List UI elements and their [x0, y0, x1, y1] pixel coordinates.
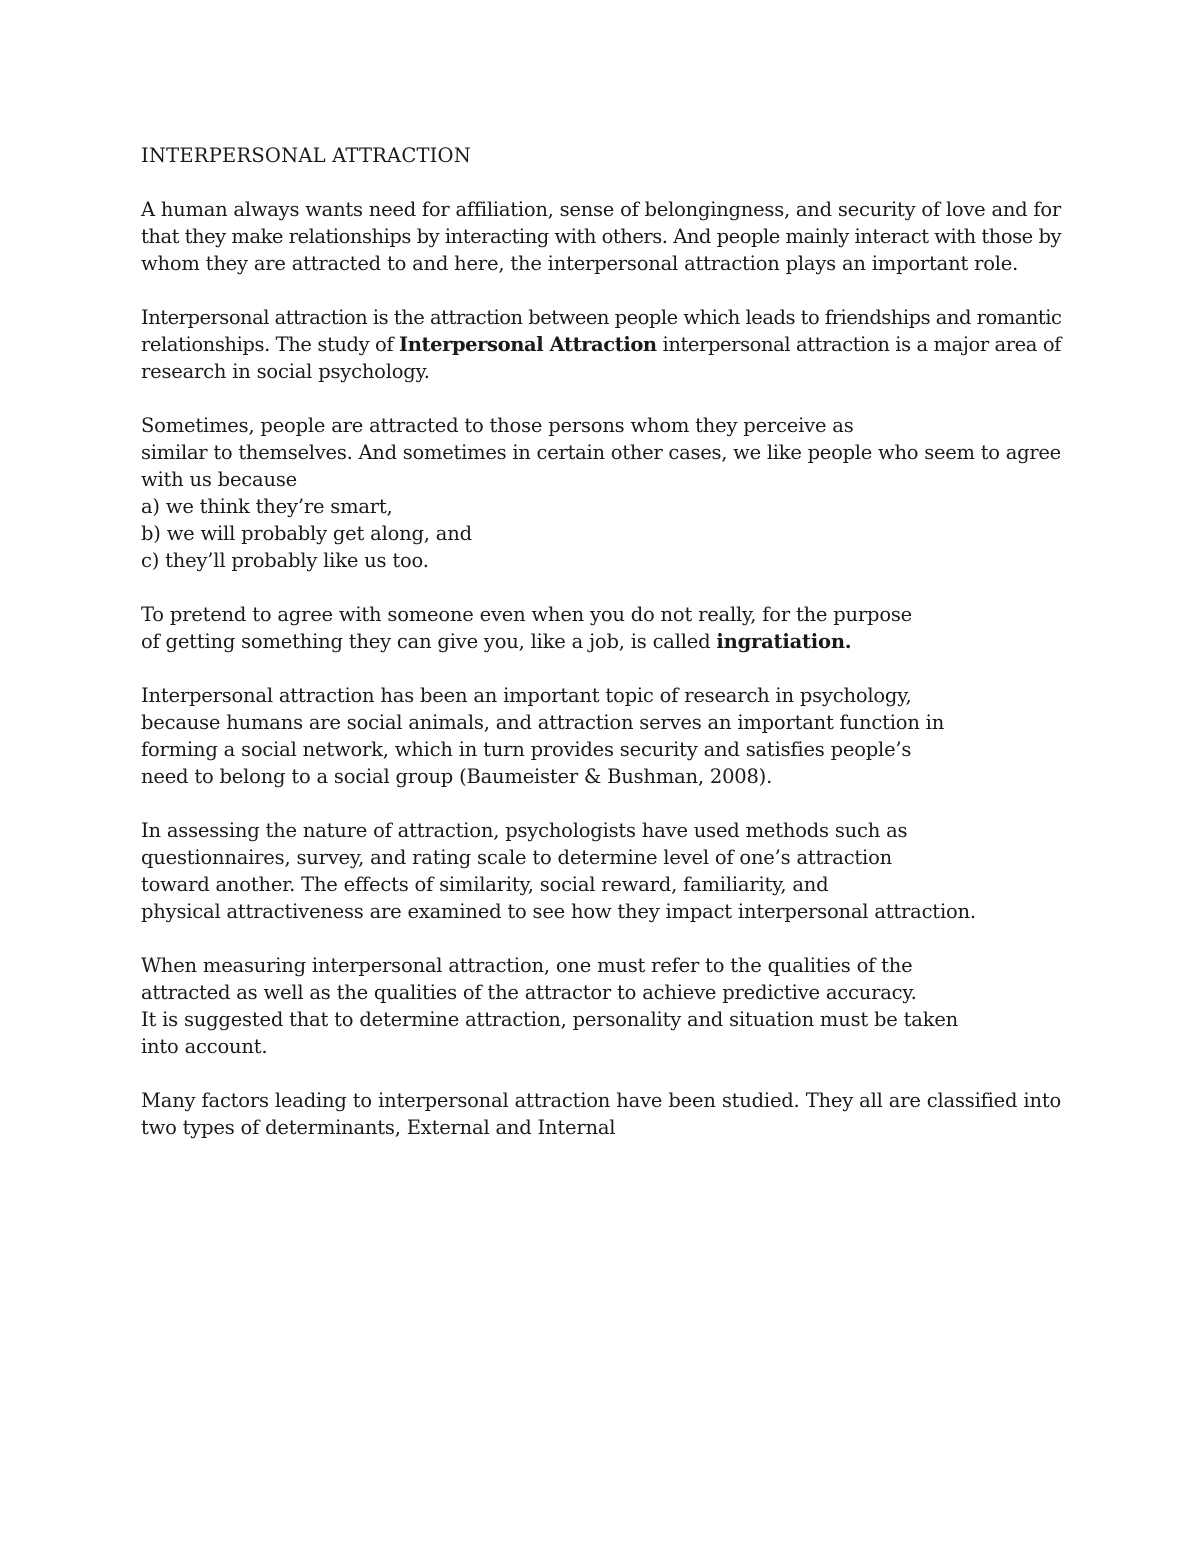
paragraph-line: Many factors leading to interpersonal attraction have been studied. They all are classified into: [141, 1089, 1061, 1112]
paragraph-affiliation: [141, 196, 1061, 277]
paragraph-line: physical attractiveness are examined to see how they impact interpersonal attraction.: [141, 900, 976, 923]
paragraph-line: [141, 331, 1061, 358]
list-item-c: c) they’ll probably like us too.: [141, 549, 429, 572]
paragraph-similarity: [141, 412, 1061, 574]
paragraph-research-topic: [141, 682, 1061, 790]
paragraph-text: interpersonal attraction is a major area of: [656, 333, 1061, 356]
paragraph-determinants: [141, 1087, 1061, 1141]
paragraph-line: need to belong to a social group (Baumeister & Bushman, 2008).: [141, 765, 773, 788]
paragraph-line: A human always wants need for affiliation, sense of belongingness, and security of love and for: [141, 198, 1061, 221]
paragraph-line: toward another. The effects of similarity, social reward, familiarity, and: [141, 873, 829, 896]
paragraph-line: two types of determinants, External and Internal: [141, 1116, 616, 1139]
paragraph-line: into account.: [141, 1035, 268, 1058]
paragraph-line: [141, 628, 1061, 655]
paragraph-line: research in social psychology.: [141, 360, 430, 383]
paragraph-text: of getting something they can give you, like a job, is called: [141, 630, 717, 653]
list-item-b: b) we will probably get along, and: [141, 522, 472, 545]
paragraph-line: Interpersonal attraction is the attraction between people which leads to friendships and romantic: [141, 306, 1062, 329]
document-body: [141, 142, 1061, 1168]
document-title: INTERPERSONAL ATTRACTION: [141, 144, 471, 167]
paragraph-methods: [141, 817, 1061, 925]
paragraph-text: relationships. The study of: [141, 333, 399, 356]
paragraph-ingratiation: [141, 601, 1061, 655]
paragraph-line: whom they are attracted to and here, the interpersonal attraction plays an important role.: [141, 252, 1019, 275]
paragraph-line: because humans are social animals, and attraction serves an important function in: [141, 711, 945, 734]
paragraph-line: similar to themselves. And sometimes in certain other cases, we like people who seem to agree: [141, 441, 1061, 464]
paragraph-line: When measuring interpersonal attraction, one must refer to the qualities of the: [141, 954, 913, 977]
paragraph-line: forming a social network, which in turn provides security and satisfies people’s: [141, 738, 912, 761]
paragraph-line: attracted as well as the qualities of the attractor to achieve predictive accuracy.: [141, 981, 917, 1004]
paragraph-line: that they make relationships by interacting with others. And people mainly interact with those by: [141, 225, 1061, 248]
bold-term: Interpersonal Attraction: [399, 333, 657, 356]
bold-term: ingratiation.: [716, 630, 852, 653]
paragraph-line: To pretend to agree with someone even when you do not really, for the purpose: [141, 603, 913, 626]
paragraph-measuring: [141, 952, 1061, 1060]
paragraph-line: Sometimes, people are attracted to those persons whom they perceive as: [141, 414, 854, 437]
list-item-a: a) we think they’re smart,: [141, 495, 393, 518]
paragraph-line: questionnaires, survey, and rating scale to determine level of one’s attraction: [141, 846, 892, 869]
paragraph-line: It is suggested that to determine attraction, personality and situation must be taken: [141, 1008, 959, 1031]
paragraph-line: Interpersonal attraction has been an important topic of research in psychology,: [141, 684, 912, 707]
paragraph-line: In assessing the nature of attraction, psychologists have used methods such as: [141, 819, 908, 842]
paragraph-definition: [141, 304, 1061, 385]
paragraph-line: with us because: [141, 468, 297, 491]
